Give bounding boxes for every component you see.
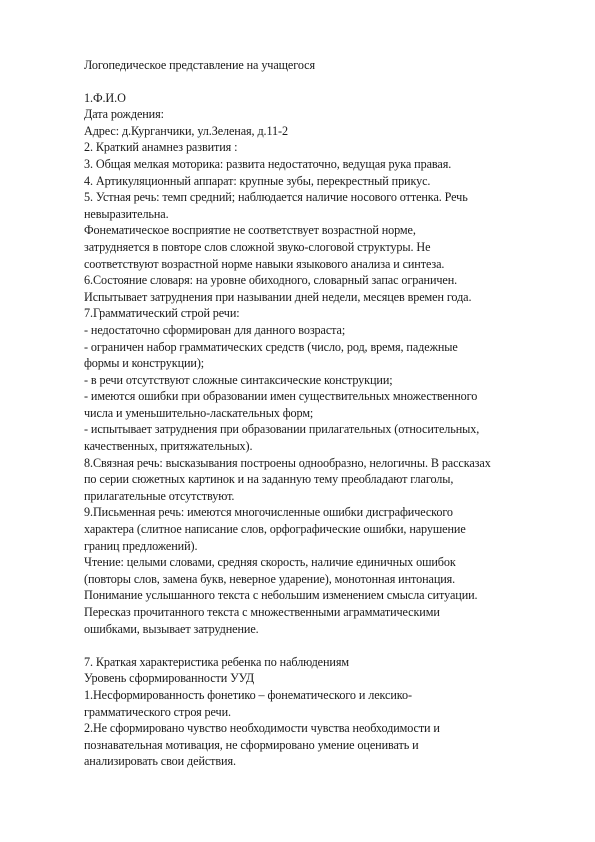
text-line: 6.Состояние словаря: на уровне обиходного, словарный запас ограничен.: [84, 273, 458, 288]
section-heading: 7. Краткая характеристика ребенка по наблюдениям: [84, 654, 349, 669]
text-line: 1.Несформированность фонетико – фонематического и лексико-: [84, 687, 412, 702]
text-line: 7.Грамматический строй речи:: [84, 306, 240, 321]
text-line: анализировать свои действия.: [84, 754, 236, 769]
text-line: 8.Связная речь: высказывания построены однообразно, нелогичны. В рассказах: [84, 455, 491, 470]
text-line: - в речи отсутствуют сложные синтаксические конструкции;: [84, 372, 393, 387]
text-line: границ предложений).: [84, 538, 198, 553]
text-line: Дата рождения:: [84, 107, 164, 122]
text-line: грамматического строя речи.: [84, 704, 231, 719]
text-line: соответствуют возрастной норме навыки языкового анализа и синтеза.: [84, 256, 445, 271]
text-line: Испытывает затруднения при назывании дней недели, месяцев времен года.: [84, 289, 472, 304]
report-section-summary: [84, 654, 554, 770]
text-line: - недостаточно сформирован для данного возраста;: [84, 322, 346, 337]
report-section-main: [84, 90, 554, 638]
text-line: познавательная мотивация, не сформировано умение оценивать и: [84, 737, 419, 752]
text-line: (повторы слов, замена букв, неверное ударение), монотонная интонация.: [84, 571, 456, 586]
document-body: [84, 57, 554, 770]
text-line: 2.Не сформировано чувство необходимости чувства необходимости и: [84, 721, 440, 736]
text-line: 5. Устная речь: темп средний; наблюдается наличие носового оттенка. Речь: [84, 190, 468, 205]
text-line: числа и уменьшительно-ласкательных форм;: [84, 405, 314, 420]
paragraph-spacer: [84, 637, 554, 654]
text-line: Адрес: д.Курганчики, ул.Зеленая, д.11-2: [84, 123, 288, 138]
text-line: прилагательные отсутствуют.: [84, 488, 235, 503]
text-line: 3. Общая мелкая моторика: развита недостаточно, ведущая рука правая.: [84, 156, 452, 171]
text-line: затрудняется в повторе слов сложной звуко-слоговой структуры. Не: [84, 239, 431, 254]
text-line: 9.Письменная речь: имеются многочисленные ошибки дисграфического: [84, 505, 453, 520]
document-title: Логопедическое представление на учащегося: [84, 58, 315, 72]
text-line: невыразительна.: [84, 206, 169, 221]
text-line: - испытывает затруднения при образовании прилагательных (относительных,: [84, 422, 480, 437]
text-line: Пересказ прочитанного текста с множественными аграмматическими: [84, 605, 440, 619]
text-line: 2. Краткий анамнез развития :: [84, 140, 238, 155]
text-line: 4. Артикуляционный аппарат: крупные зубы, перекрестный прикус.: [84, 173, 431, 188]
text-line: 1.Ф.И.О: [84, 90, 126, 105]
text-line: ошибками, вызывает затруднение.: [84, 621, 259, 636]
text-line: качественных, притяжательных).: [84, 439, 253, 454]
text-line: характера (слитное написание слов, орфографические ошибки, нарушение: [84, 522, 466, 537]
text-line: по серии сюжетных картинок и на заданную тему преобладают глаголы,: [84, 472, 454, 487]
text-line: формы и конструкции);: [84, 356, 205, 371]
text-line: Фонематическое восприятие не соответствует возрастной норме,: [84, 223, 416, 238]
text-line: Понимание услышанного текста с небольшим изменением смысла ситуации.: [84, 588, 478, 603]
text-line: Чтение: целыми словами, средняя скорость, наличие единичных ошибок: [84, 555, 456, 570]
text-line: Уровень сформированности УУД: [84, 671, 255, 686]
text-line: - имеются ошибки при образовании имен существительных множественного: [84, 389, 478, 404]
text-line: - ограничен набор грамматических средств (число, род, время, падежные: [84, 339, 458, 354]
